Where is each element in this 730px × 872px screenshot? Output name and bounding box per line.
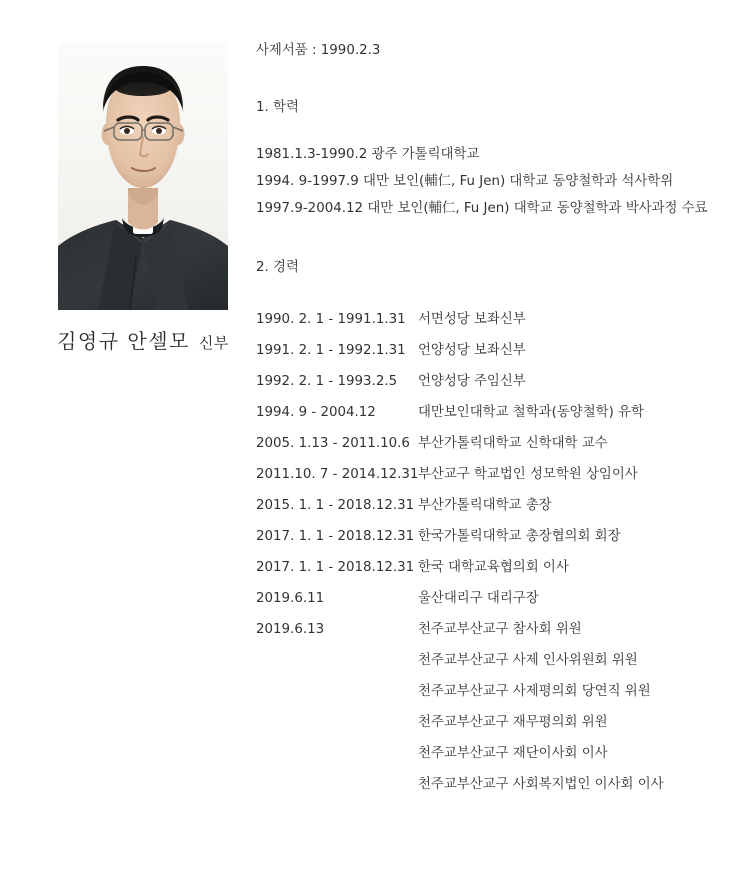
career-row xyxy=(256,680,726,699)
career-row xyxy=(256,494,726,513)
career-period: 2017. 1. 1 - 2018.12.31 xyxy=(256,560,415,575)
career-row xyxy=(256,618,726,637)
career-description: 부산가톨릭대학교 신학대학 교수 xyxy=(418,436,608,451)
career-description: 천주교부산교구 사회복지법인 이사회 이사 xyxy=(418,777,664,792)
education-heading: 1. 학력 xyxy=(256,100,299,115)
career-row xyxy=(256,525,726,544)
career-period: 2015. 1. 1 - 2018.12.31 xyxy=(256,498,415,513)
career-row xyxy=(256,463,726,482)
education-entry: 1994. 9-1997.9 대만 보인(輔仁, Fu Jen) 대학교 동양철학과 석사학위 xyxy=(256,174,674,189)
priest-portrait-icon xyxy=(58,42,228,310)
profile-photo-block xyxy=(57,42,229,353)
career-description: 천주교부산교구 재무평의회 위원 xyxy=(418,715,608,730)
education-list xyxy=(256,148,726,216)
profile-name: 김영규 안셀모 xyxy=(57,329,190,353)
career-period: 1990. 2. 1 - 1991.1.31 xyxy=(256,312,406,327)
career-period: 2019.6.13 xyxy=(256,622,325,637)
career-row xyxy=(256,587,726,606)
career-row xyxy=(256,649,726,668)
career-description: 한국 대학교육협의회 이사 xyxy=(418,560,569,575)
career-row xyxy=(256,711,726,730)
profile-details xyxy=(256,44,726,792)
career-row xyxy=(256,308,726,327)
career-description: 부산가톨릭대학교 총장 xyxy=(418,498,552,513)
career-description: 언양성당 주임신부 xyxy=(418,374,526,389)
profile-title: 신부 xyxy=(198,334,229,352)
career-description: 대만보인대학교 철학과(동양철학) 유학 xyxy=(418,405,644,420)
career-period: 1994. 9 - 2004.12 xyxy=(256,405,376,420)
career-period: 2005. 1.13 - 2011.10.6 xyxy=(256,436,410,451)
career-row xyxy=(256,339,726,358)
career-row xyxy=(256,742,726,761)
career-description: 천주교부산교구 참사회 위원 xyxy=(418,622,582,637)
career-description: 한국가톨릭대학교 총장협의회 회장 xyxy=(418,529,621,544)
career-row xyxy=(256,773,726,792)
career-period: 2019.6.11 xyxy=(256,591,325,606)
career-description: 천주교부산교구 사제평의회 당연직 위원 xyxy=(418,684,651,699)
career-period: 1992. 2. 1 - 1993.2.5 xyxy=(256,374,398,389)
profile-name-caption xyxy=(38,325,248,354)
career-heading: 2. 경력 xyxy=(256,260,299,275)
portrait-photo xyxy=(58,42,228,310)
ordination-line: 사제서품 : 1990.2.3 xyxy=(256,43,381,58)
career-description: 천주교부산교구 사제 인사위원회 위원 xyxy=(418,653,638,668)
career-description: 언양성당 보좌신부 xyxy=(418,343,526,358)
career-row xyxy=(256,556,726,575)
education-entry: 1981.1.3-1990.2 광주 가톨릭대학교 xyxy=(256,147,480,162)
career-row xyxy=(256,432,726,451)
career-period: 2011.10. 7 - 2014.12.31 xyxy=(256,467,419,482)
career-period: 1991. 2. 1 - 1992.1.31 xyxy=(256,343,406,358)
career-row xyxy=(256,370,726,389)
career-description: 부산교구 학교법인 성모학원 상임이사 xyxy=(418,467,638,482)
career-description: 울산대리구 대리구장 xyxy=(418,591,539,606)
career-list xyxy=(256,308,726,792)
career-row xyxy=(256,401,726,420)
education-entry: 1997.9-2004.12 대만 보인(輔仁, Fu Jen) 대학교 동양철학과 박사과정 수료 xyxy=(256,201,708,216)
career-description: 서면성당 보좌신부 xyxy=(418,312,526,327)
career-description: 천주교부산교구 재단이사회 이사 xyxy=(418,746,608,761)
career-period: 2017. 1. 1 - 2018.12.31 xyxy=(256,529,415,544)
